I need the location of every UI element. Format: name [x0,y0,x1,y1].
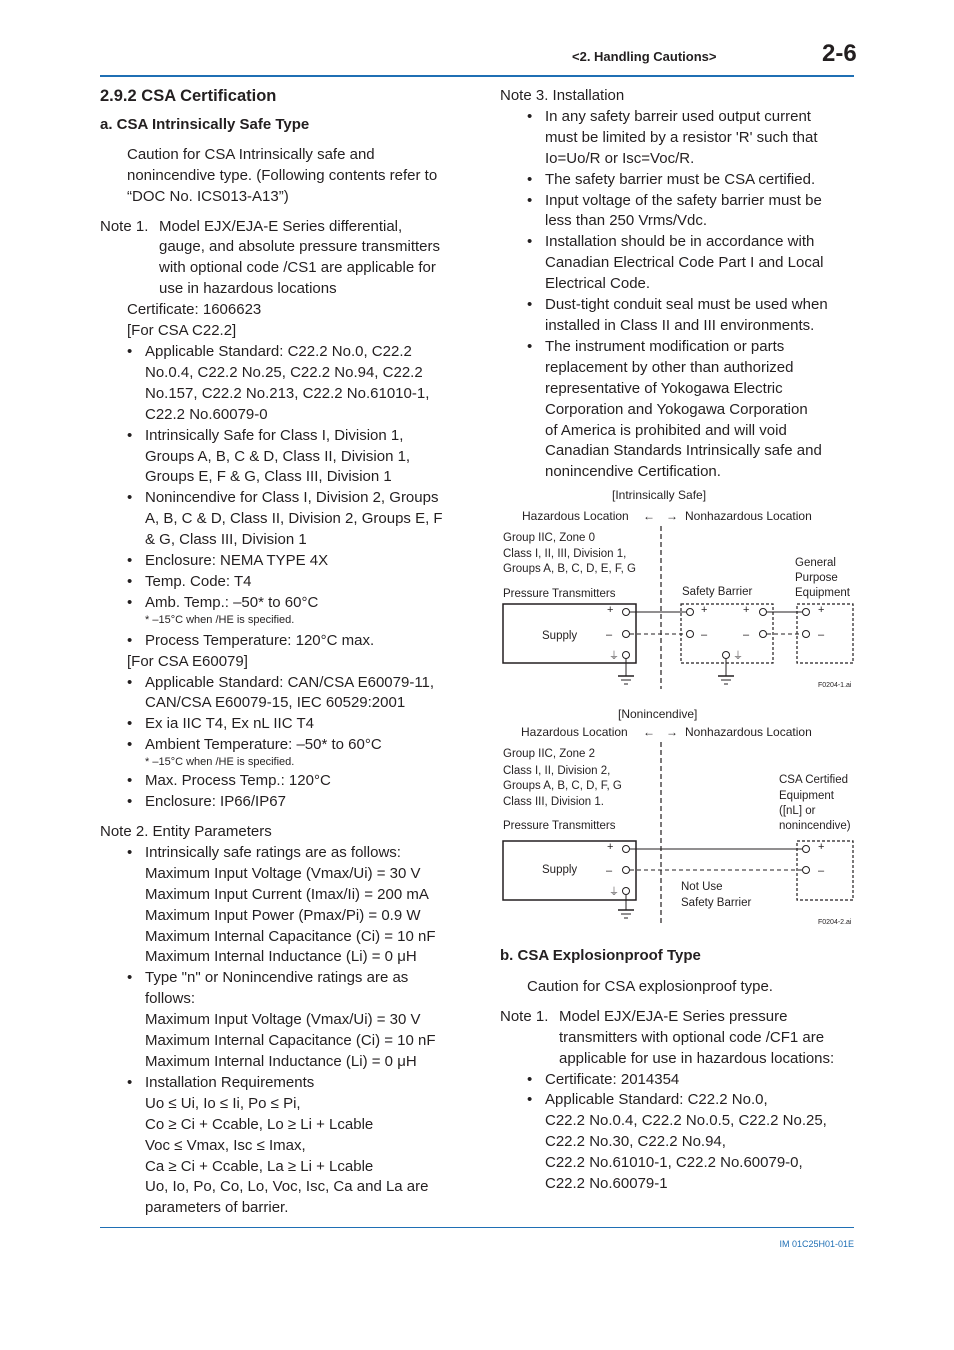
svg-text:–: – [818,865,825,877]
list-item: • In any safety barreir used output current must be limited by a resistor 'R' such that Io=Uo/R or Isc=Voc/R. [527,107,818,167]
list-item: • Enclosure: NEMA TYPE 4X [127,552,329,570]
svg-text:+: + [607,841,614,853]
caution-text: Caution for CSA Intrinsically safe and nonincendive type. (Following contents refer to “DOC No. ICS013-A13”) [127,145,438,205]
arrow-left-icon: ← [643,725,655,739]
svg-text:–: – [743,629,750,641]
page-number: 2-6 [822,40,857,67]
list-item: • Applicable Standard: CAN/CSA E60079-11, CAN/CSA E60079-15, IEC 60529:2001 [127,673,435,712]
nonincendive-diagram [500,700,860,930]
list-item: • Installation Requirements Uo ≤ Ui, Io ≤ Ii, Po ≤ Pi, Co ≥ Ci + Ccable, Lo ≥ Li + Lcable Voc ≤ Vmax, Isc ≤ Imax, Ca ≥ Ci + Ccable, La ≥ Li + Lcable Uo, Io, Po, Co, Lo, Voc, Isc, Ca and La are parameters of barrier. [127,1073,429,1217]
svg-text:Groups A, B, C, D, F, G: Groups A, B, C, D, F, G [503,780,622,792]
note2: Note 2. Entity Parameters [100,823,272,840]
left-column [100,86,460,1219]
list-item: • Process Temperature: 120°C max. [127,631,375,649]
list-item: • Ambient Temperature: –50* to 60°C [127,736,382,754]
diagram2-title: [Nonincendive] [618,707,698,721]
svg-text:Class I, II, Division 2,: Class I, II, Division 2, [503,765,611,777]
list-item: • Applicable Standard: C22.2 No.0, C22.2 No.0.4, C22.2 No.0.5, C22.2 No.25, C22.2 No.30, C22.2 No.94, C22.2 No.61010-1, C22.2 No.60079-0, C22.2 No.60079-1 [527,1091,827,1193]
list-item: • The instrument modification or parts replacement by other than authorized representative of Yokogawa Electric Corporation and Yokogawa Corporation of America is prohibited and will void Canadian Standards Intrinsically safe and nonincendive Certification. [527,337,822,481]
list-item: • Intrinsically Safe for Class I, Division 1, Groups A, B, C & D, Class II, Division 1, Groups E, F & G, Class III, Division 1 [127,426,411,486]
supply-label: Supply [542,864,578,876]
hazardous-label: Hazardous Location [521,725,628,739]
ground-icon: ⏚ [609,651,619,662]
certificate: Certificate: 1606623 [127,301,262,319]
list-item: • Dust-tight conduit seal must be used when installed in Class II and III environments. [527,296,828,334]
svg-text:+: + [607,604,614,616]
section-b [500,946,860,1195]
svg-text:nonincendive): nonincendive) [779,820,851,832]
list-item: • Temp. Code: T4 [127,572,252,590]
list-item: • Max. Process Temp.: 120°C [127,772,331,790]
svg-text:Safety Barrier: Safety Barrier [681,897,752,909]
figure-id: F0204-1.ai [818,682,852,689]
svg-text:+: + [818,841,825,853]
footnote: * –15°C when /HE is specified. [145,756,295,769]
list-item: • Enclosure: IP66/IP67 [127,793,286,811]
list-item: • Applicable Standard: C22.2 No.0, C22.2 No.0.4, C22.2 No.25, C22.2 No.94, C22.2 No.157, C22.2 No.213, C22.2 No.61010-1, C22.2 No.60079-0 [127,342,430,423]
arrow-right-icon: → [666,725,678,739]
section-title: 2.9.2 CSA Certification [100,87,277,105]
note3: Note 3. Installation [500,87,625,104]
list-item: • Intrinsically safe ratings are as follows: Maximum Input Voltage (Vmax/Ui) = 30 V Maximum Input Current (Imax/Ii) = 200 mA Maximum Input Power (Pmax/Pi) = 0.9 W Maximum Internal Capacitance (Ci) = 10 nF Maximum Internal Inductance (Li) = 0 μH [127,843,436,966]
svg-text:CSA Certified: CSA Certified [779,774,849,786]
svg-text:([nL] or: ([nL] or [779,805,816,817]
list-item: • The safety barrier must be CSA certified. [527,170,816,188]
diagram1-title: [Intrinsically Safe] [612,488,707,502]
footnote: * –15°C when /HE is specified. [145,613,295,626]
svg-text:Equipment: Equipment [795,587,850,599]
svg-text:Equipment: Equipment [779,790,834,802]
note1: Note 1. Model EJX/EJA-E Series differential, gauge, and absolute pressure transmitters with optional code /CS1 are applicable for use in hazardous locations [100,217,440,298]
intrinsically-safe-diagram [500,484,860,694]
subsection-b-title: b. CSA Explosionproof Type [500,947,701,964]
svg-text:+: + [701,604,708,616]
svg-text:–: – [606,629,613,641]
svg-text:Class I, II, III, Division 1,: Class I, II, III, Division 1, [503,548,627,560]
transmitters-label: Pressure Transmitters [503,820,616,832]
list-item: • Ex ia IIC T4, Ex nL IIC T4 [127,715,314,733]
list-item: • Type "n" or Nonincendive ratings are as follows: Maximum Input Voltage (Vmax/Ui) = 30 V Maximum Internal Capacitance (Ci) = 10 nF Maximum Internal Inductance (Li) = 0 μH [127,969,436,1070]
header-rule [100,75,854,77]
subsection-a-title: a. CSA Intrinsically Safe Type [100,115,310,133]
svg-text:Groups A, B, C, D, E, F, G: Groups A, B, C, D, E, F, G [503,563,636,575]
hazardous-label: Hazardous Location [522,509,629,523]
svg-text:+: + [818,604,825,616]
svg-text:Not Use: Not Use [681,881,723,893]
ground-icon: ⏚ [733,651,743,662]
svg-text:+: + [743,604,750,616]
svg-text:–: – [701,629,708,641]
c222-heading: [For CSA C22.2] [127,322,237,340]
svg-text:Group IIC, Zone 2: Group IIC, Zone 2 [503,748,596,760]
right-column [500,86,860,483]
supply-label: Supply [542,630,578,642]
nonhazardous-label: Nonhazardous Location [685,725,812,739]
list-item: • Nonincendive for Class I, Division 2, Groups A, B, C & D, Class II, Division 2, Groups E, F & G, Class III, Division 1 [127,489,443,549]
svg-text:Purpose: Purpose [795,572,838,584]
ground-icon: ⏚ [609,887,619,898]
svg-text:General: General [795,557,836,569]
svg-text:–: – [606,865,613,877]
svg-text:Class III, Division 1.: Class III, Division 1. [503,796,604,808]
nonhazardous-label: Nonhazardous Location [685,509,812,523]
arrow-right-icon: → [666,509,678,523]
svg-text:Group IIC, Zone 0: Group IIC, Zone 0 [503,532,596,544]
note1-b: Note 1. Model EJX/EJA-E Series pressure transmitters with optional code /CF1 are applicable for use in hazardous locations: [500,1007,835,1067]
svg-text:–: – [818,629,825,641]
transmitters-label: Pressure Transmitters [503,588,616,600]
footer-rule [100,1227,854,1228]
doc-id: IM 01C25H01-01E [779,1239,854,1249]
arrow-left-icon: ← [643,509,655,523]
list-item: • Certificate: 2014354 [527,1070,680,1088]
list-item: • Amb. Temp.: –50* to 60°C [127,593,319,611]
list-item: • Input voltage of the safety barrier must be less than 250 Vrms/Vdc. [527,191,822,230]
e60079-heading: [For CSA E60079] [127,652,248,670]
caution-b: Caution for CSA explosionproof type. [527,977,773,995]
header-section: <2. Handling Cautions> [572,49,717,64]
barrier-label: Safety Barrier [682,586,753,598]
figure-id: F0204-2.ai [818,919,852,926]
list-item: • Installation should be in accordance with Canadian Electrical Code Part I and Local Electrical Code. [527,233,824,293]
